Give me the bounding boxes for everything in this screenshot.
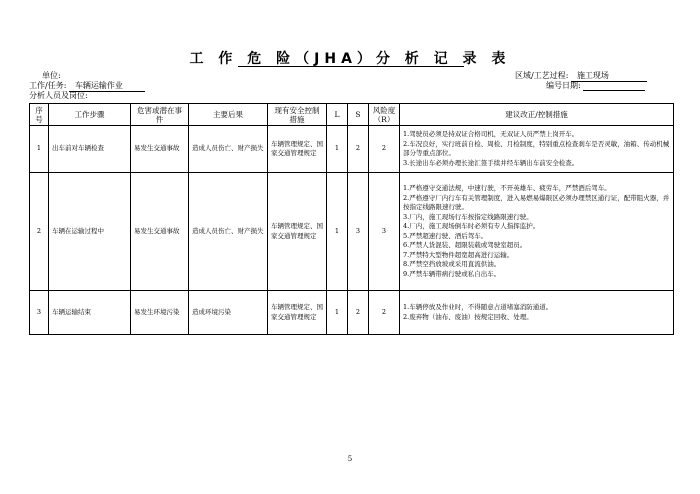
measure-item: 7.严禁特大型物件超宽超高进行运输。 <box>403 250 514 259</box>
measure-item: 2.严格遵守厂内行车有关管理制度，进入易燃易爆限区必须办理禁区通行证，配带阻火器，并按指定线路限速行驶。 <box>403 193 670 211</box>
table-row <box>30 291 674 335</box>
measure-item: 2.废弃物（油布、废油）按规定回收、处理。 <box>403 312 533 321</box>
row-consequence: 造成环境污染 <box>189 291 268 335</box>
row-s: 2 <box>348 126 369 173</box>
row-r: 2 <box>369 291 400 335</box>
unit-label: 单位: <box>42 71 61 80</box>
row-measures <box>400 173 674 291</box>
row-consequence: 造成人员伤亡、财产损失 <box>189 126 268 173</box>
measure-item: 6.严禁人货混装、超限装载或驾驶室超员。 <box>403 241 527 249</box>
unit-field <box>42 71 61 81</box>
row-measures <box>400 126 674 173</box>
header-suggest: 建议改正/控制措施 <box>400 104 674 126</box>
row-controls: 车辆管理规定、国家交通管理规定 <box>268 173 327 291</box>
analyst-field <box>29 91 88 101</box>
header-risk: 风险度（R） <box>369 104 400 126</box>
page-title: 工 作 危 险（JHA）分 析 记 录 表 <box>189 51 511 67</box>
task-value: 车辆运输作业 <box>69 81 145 92</box>
measure-item: 8.严禁空挡放坡或采用直流供油。 <box>403 260 501 268</box>
measure-item: 5.严禁超速行驶、酒后驾车。 <box>403 231 488 240</box>
row-consequence: 造成人员伤亡、财产损失 <box>189 173 268 291</box>
area-label: 区域/工艺过程: <box>515 71 569 80</box>
header-controls: 现有安全控制措施 <box>268 104 327 126</box>
row-l: 1 <box>327 291 348 335</box>
number-date-value-line <box>583 81 645 91</box>
header-step: 工作步骤 <box>49 104 131 126</box>
row-step: 出车前对车辆检查 <box>49 126 131 173</box>
row-controls: 车辆管理规定、国家交通管理规定 <box>268 291 327 335</box>
measure-item: 1.驾驶员必须是持双证合格司机，无双证人员严禁上岗开车。 <box>403 130 579 138</box>
row-r: 2 <box>369 126 400 173</box>
row-hazard: 易发生交通事故 <box>131 126 189 173</box>
header-l: L <box>327 104 348 126</box>
table-row <box>30 126 674 173</box>
row-hazard: 易发生交通事故 <box>131 173 189 291</box>
measure-item: 3.厂内，施工现场行车按指定线路限速行驶。 <box>403 212 533 221</box>
row-step: 车辆在运输过程中 <box>49 173 131 291</box>
header-hazard: 危害或潜在事件 <box>131 104 189 126</box>
row-seq: 1 <box>30 126 49 173</box>
measure-item: 4.厂内，施工现场倒车时必须有专人指挥监护。 <box>403 222 540 230</box>
area-value: 施工现场 <box>571 71 647 82</box>
row-seq: 3 <box>30 291 49 335</box>
measure-item: 1.严格遵守交通法规，中速行驶，不开英雄车、疲劳车，严禁酒后驾车。 <box>403 184 611 192</box>
page-number: 5 <box>347 455 353 463</box>
measure-item: 1.车辆停放及作业时，不得随意占道堵塞消防通道。 <box>403 303 553 311</box>
number-date-field <box>546 81 645 91</box>
header-s: S <box>348 104 369 126</box>
table-header-row <box>30 104 674 126</box>
row-l: 1 <box>327 126 348 173</box>
row-s: 3 <box>348 173 369 291</box>
header-seq: 序号 <box>30 104 49 126</box>
measure-item: 3.长途出车必须办理长途汇签手续并经车辆出车前安全检查。 <box>403 158 579 167</box>
row-r: 3 <box>369 173 400 291</box>
number-date-label: 编号日期: <box>546 81 581 90</box>
row-measures <box>400 291 674 335</box>
analyst-label: 分析人员及岗位: <box>29 91 88 100</box>
jha-table <box>29 103 674 335</box>
row-seq: 2 <box>30 173 49 291</box>
measure-item: 2.车况良好，实行班前自检、周检、月检制度，特别重点检查刹车是否灵敏，油箱、传动机械部分等重点部位。 <box>403 139 670 157</box>
header-consequence: 主要后果 <box>189 104 268 126</box>
row-step: 车辆运输结束 <box>49 291 131 335</box>
measure-item: 9.严禁车辆带病行驶或私自出车。 <box>403 269 501 278</box>
task-label: 工作/任务: <box>29 81 67 90</box>
row-hazard: 易发生环境污染 <box>131 291 189 335</box>
row-s: 2 <box>348 291 369 335</box>
row-controls: 车辆管理规定、国家交通管理规定 <box>268 126 327 173</box>
title-underline <box>238 66 464 67</box>
table-row <box>30 173 674 291</box>
row-l: 1 <box>327 173 348 291</box>
